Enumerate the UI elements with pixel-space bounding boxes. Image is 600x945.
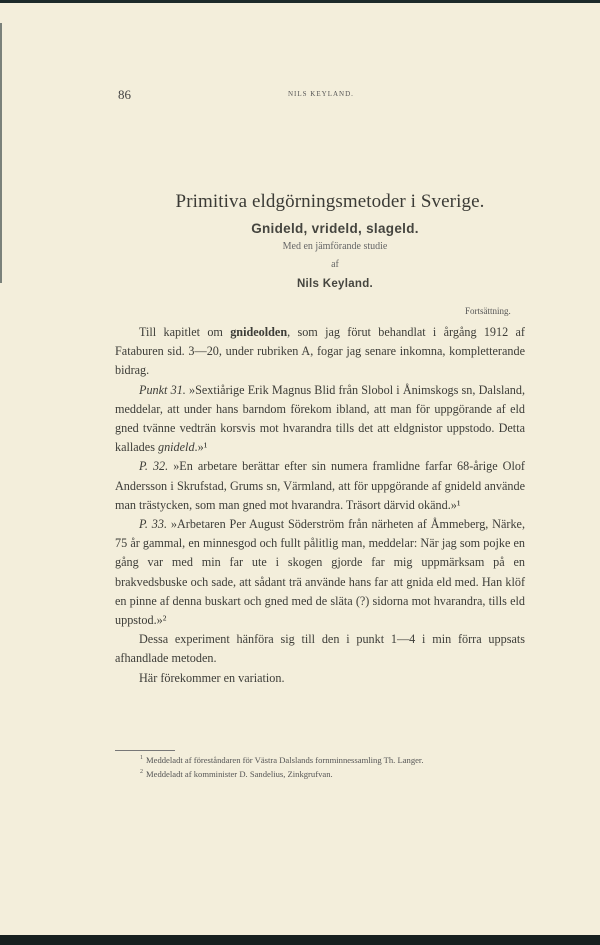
paragraph-text: »En arbetare berättar efter sin numera framlidne farfar 68-årige Olof Andersson i Skrufstad, Grums sn, Värmland, att för uppgörande af gnideld använde man trästycken, som man gned mot hvarandra. Träsort därvid okänd.»¹ (115, 459, 525, 512)
paragraph-variation: Här förekommer en variation. (139, 670, 285, 685)
footnote-mark: 2 (140, 768, 143, 775)
page-number: 86 (118, 87, 131, 102)
body-text (115, 323, 525, 688)
paragraph-experiments: Dessa experiment hänföra sig till den i punkt 1—4 i min förra uppsats afhandlade metoden. (115, 632, 525, 666)
continuation-note: Fortsättning. (465, 306, 511, 316)
paragraph-text: »Sextiårige Erik Magnus Blid från Slobol i Ånimskogs sn, Dalsland, meddelar, att under hans barndom förekom ibland, att man för uppgörande af eld gned tvänne vedträn korsvis mot hvarandra tills det att eldgnistor uppstodo. Detta kallades (115, 382, 525, 455)
author-name: Nils Keyland. (296, 278, 374, 290)
footnote-text: Meddeladt af komminister D. Sandelius, Zinkgrufvan. (146, 768, 333, 779)
footnotes (140, 752, 540, 780)
document-page (0, 3, 600, 935)
running-head (118, 87, 488, 103)
paragraph-label: P. 33. (139, 517, 168, 532)
footnote-1 (140, 752, 540, 766)
paragraph-text: Till kapitlet om (139, 325, 231, 339)
paragraph-punkt-31 (115, 381, 525, 458)
study-note: Med en jämförande studie (282, 241, 388, 252)
title-block (0, 191, 600, 290)
article-title: Primitiva eldgörningsmetoder i Sverige. (175, 191, 485, 212)
paragraph-p-32 (115, 457, 525, 515)
paragraph-text: »Arbetaren Per August Söderström från närheten af Åmmeberg, Närke, 75 år gammal, en minnesgod och fullt pålitlig man, meddelar: När jag som pojke en gång var med min far ute i skogen gjorde far mig uppmärksam på en brakvedsbuske och sade, att sådant trä använde hans far att gnida eld med. Han klöf en pinne af denna buskart och gned med de släta (?) sidorna mot hvarandra, tills eld uppstod.»² (115, 517, 526, 628)
emphasized-term: gnideolden (230, 325, 288, 339)
footnote-divider (115, 750, 175, 751)
byline-af: af (331, 259, 339, 270)
paragraph-label: Punkt 31. (139, 382, 186, 397)
running-title: NILS KEYLAND. (288, 90, 354, 98)
italic-term: gnideld (157, 440, 195, 455)
footnote-mark: 1 (140, 755, 143, 761)
paragraph-end: .»¹ (194, 440, 208, 455)
paragraph-p-33 (115, 515, 525, 630)
footnote-text: Meddeladt af föreståndaren för Västra Dalslands fornminnessamling Th. Langer. (146, 754, 424, 765)
paragraph-label: P. 32. (139, 459, 169, 474)
paragraph-intro (115, 323, 525, 381)
footnote-2 (140, 766, 540, 780)
scan-bottom-edge (0, 935, 600, 945)
paragraph-text: , som jag förut behandlat i årgång 1912 af Fataburen sid. 3—20, under rubriken A, fogar jag senare inkomna, kompletterande bidrag. (115, 325, 525, 378)
article-subtitle: Gnideld, vrideld, slageld. (251, 221, 419, 236)
